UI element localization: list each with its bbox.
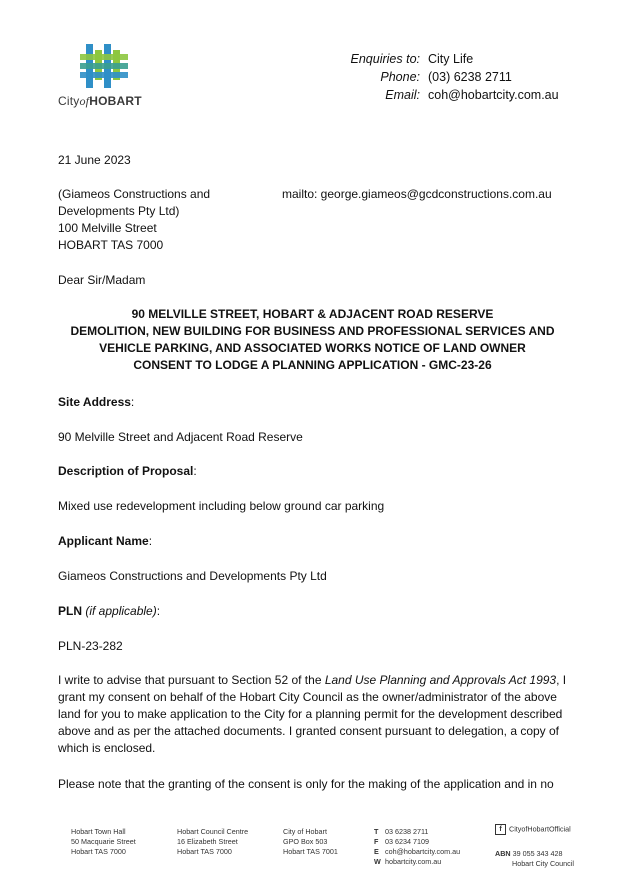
- colon: :: [156, 604, 161, 618]
- address-line: (Giameos Constructions and: [58, 187, 211, 201]
- colon: :: [148, 534, 153, 548]
- footer-line: 50 Macquarie Street: [71, 837, 136, 846]
- logo-wordmark: [58, 94, 142, 109]
- logo-hobart: HOBART: [89, 94, 142, 108]
- footer-fax: [374, 837, 460, 847]
- footer-line: Hobart TAS 7000: [71, 847, 126, 856]
- heading-line: DEMOLITION, NEW BUILDING FOR BUSINESS AND PROFESSIONAL SERVICES AND: [70, 324, 555, 338]
- footer-line: Hobart TAS 7000: [177, 847, 232, 856]
- abn-value: 39 055 343 428: [512, 849, 563, 858]
- consent-paragraph: [58, 672, 568, 757]
- heading-line: 90 MELVILLE STREET, HOBART & ADJACENT ROAD RESERVE: [131, 307, 494, 321]
- pln-value: PLN-23-282: [58, 639, 123, 653]
- footer-line: GPO Box 503: [283, 837, 328, 846]
- logo-city: City: [58, 94, 80, 108]
- contact-key: W: [374, 857, 381, 866]
- description-label-text: Description of Proposal: [58, 464, 194, 478]
- applicant-value: Giameos Constructions and Developments Pty Ltd: [58, 569, 327, 583]
- email-value: coh@hobartcity.com.au: [428, 88, 559, 102]
- footer-line: 16 Elizabeth Street: [177, 837, 238, 846]
- enquiries-label: Enquiries to:: [350, 52, 420, 66]
- pln-label-text: PLN: [58, 604, 82, 618]
- pln-note: (if applicable): [85, 604, 157, 618]
- applicant-label: [58, 533, 152, 550]
- site-address-value: 90 Melville Street and Adjacent Road Reserve: [58, 430, 303, 444]
- abn-line: [495, 849, 574, 859]
- enquiries-value: City Life: [428, 52, 474, 66]
- footer-line: City of Hobart: [283, 827, 327, 836]
- facebook-handle: CityofHobartOfficial: [509, 824, 571, 834]
- footer-facebook: [495, 824, 571, 835]
- note-paragraph: Please note that the granting of the consent is only for the making of the application and in no: [58, 777, 554, 791]
- letter-heading: [50, 306, 575, 374]
- facebook-icon: f: [495, 824, 506, 835]
- recipient-address: [58, 186, 210, 254]
- address-line: Developments Pty Ltd): [58, 204, 180, 218]
- letter-date: 21 June 2023: [58, 153, 131, 167]
- contact-value: coh@hobartcity.com.au: [385, 847, 461, 856]
- enquiries-values: [428, 50, 559, 104]
- footer-line: Hobart TAS 7001: [283, 847, 338, 856]
- address-line: 100 Melville Street: [58, 221, 157, 235]
- paragraph-text: , I grant my consent on behalf of the Hobart City Council as the owner/administrator of the above land for you to make application to the City for a planning permit for the development described above and as per the attached documents. I granted consent pursuant to delegation, a copy of which is enclosed.: [58, 673, 567, 755]
- salutation: Dear Sir/Madam: [58, 273, 146, 287]
- footer-line: Hobart Town Hall: [71, 827, 126, 836]
- address-line: HOBART TAS 7000: [58, 238, 164, 252]
- contact-key: T: [374, 827, 379, 836]
- footer-abn: [495, 849, 574, 869]
- contact-key: F: [374, 837, 379, 846]
- footer-postal: [283, 827, 338, 857]
- abn-key: ABN: [495, 849, 511, 858]
- description-label: [58, 463, 197, 480]
- email-label: Email:: [385, 88, 420, 102]
- description-value: Mixed use redevelopment including below ground car parking: [58, 499, 385, 513]
- applicant-label-text: Applicant Name: [58, 534, 149, 548]
- pln-label: [58, 603, 160, 620]
- footer-email: [374, 847, 460, 857]
- footer-town-hall: [71, 827, 136, 857]
- phone-value: (03) 6238 2711: [428, 70, 512, 84]
- logo-of: of: [79, 94, 90, 108]
- footer-web: [374, 857, 460, 867]
- heading-line: VEHICLE PARKING, AND ASSOCIATED WORKS NOTICE OF LAND OWNER: [99, 341, 526, 355]
- act-title: Land Use Planning and Approvals Act 1993: [324, 673, 557, 687]
- colon: :: [193, 464, 197, 478]
- footer-phone: [374, 827, 460, 837]
- council-name: Hobart City Council: [512, 859, 574, 868]
- contact-key: E: [374, 847, 379, 856]
- contact-value: hobartcity.com.au: [385, 857, 442, 866]
- enquiries-labels: [351, 50, 420, 104]
- phone-label: Phone:: [380, 70, 420, 84]
- recipient-mailto: mailto: george.giameos@gcdconstructions.com.au: [282, 187, 552, 201]
- footer-council-centre: [177, 827, 248, 857]
- site-address-label-text: Site Address: [58, 395, 131, 409]
- paragraph-text: I write to advise that pursuant to Section 52 of the: [58, 673, 325, 687]
- site-address-label: [58, 394, 134, 411]
- contact-value: 03 6238 2711: [385, 827, 429, 836]
- footer-contacts: [374, 827, 460, 867]
- colon: :: [130, 395, 135, 409]
- heading-line: CONSENT TO LODGE A PLANNING APPLICATION - GMC-23-26: [133, 358, 492, 372]
- contact-value: 03 6234 7109: [385, 837, 429, 846]
- footer-line: Hobart Council Centre: [177, 827, 249, 836]
